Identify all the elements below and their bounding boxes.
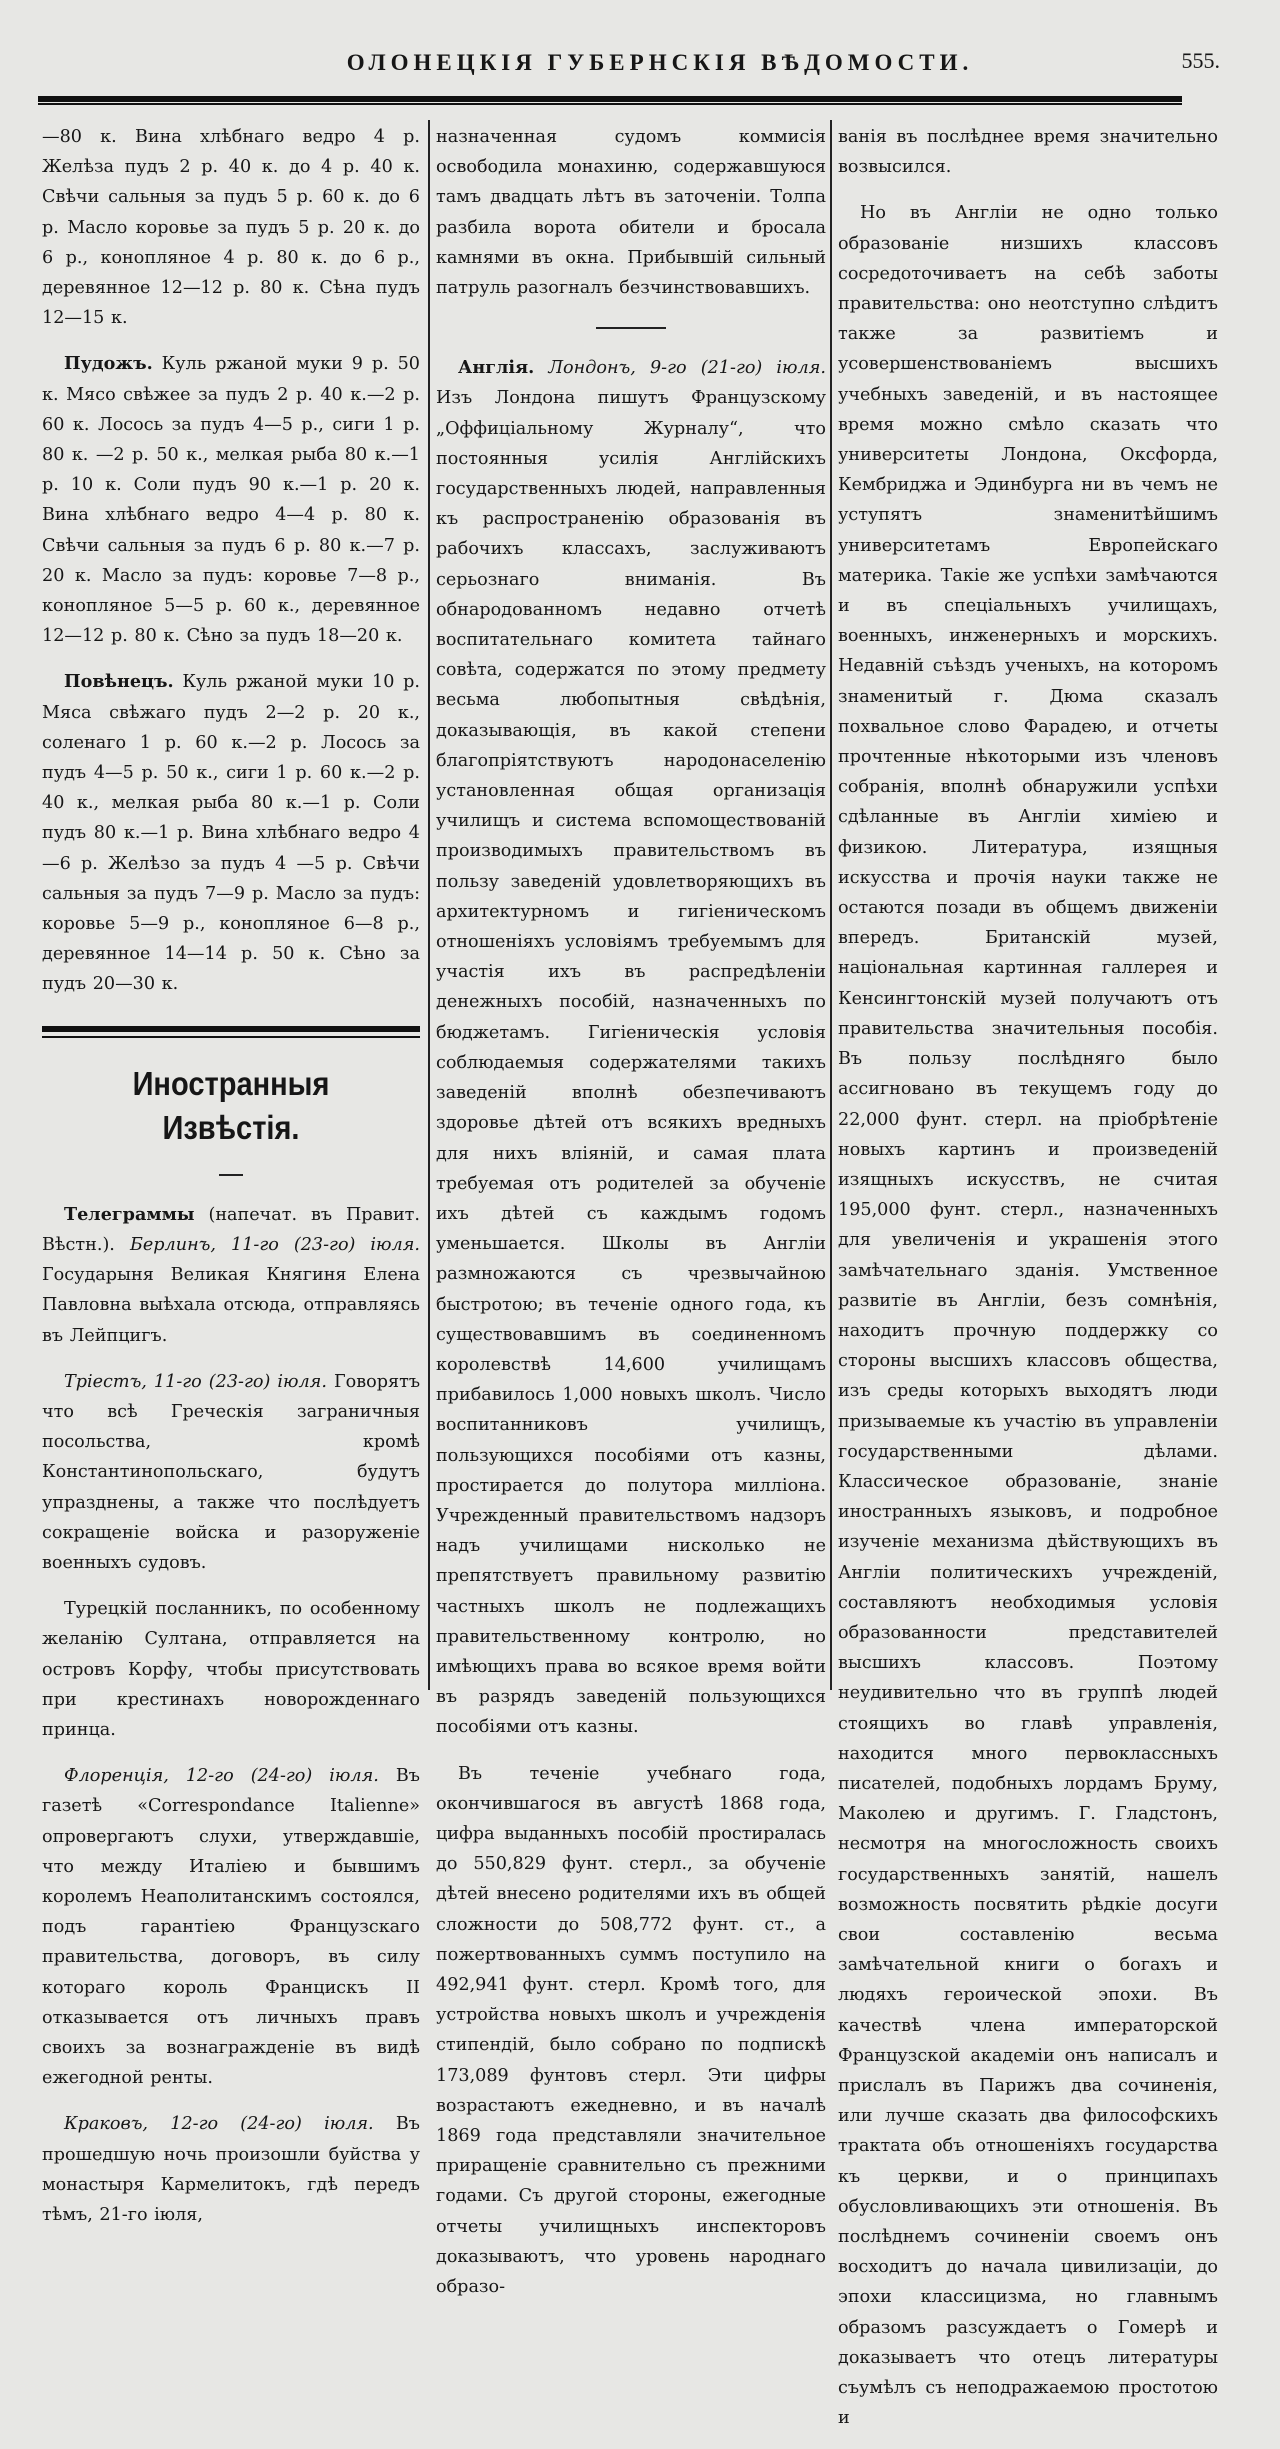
place-name: Повѣнецъ. — [64, 671, 174, 693]
trieste-entry — [42, 1367, 420, 1578]
column-3 — [838, 122, 1218, 2449]
entry-text: Изъ Лондона пишутъ Французскому „Оффиціальному Журналу“, что постоянныя усилія Англійскихъ государственныхъ людей, направленныя къ распространенію образованія въ рабочихъ классахъ, заслуживаютъ серьознаго вниманія. Въ обнародованномъ недавно отчетѣ воспитательнаго комитета тайнаго совѣта, содержатся по этому предмету весьма любопытныя свѣдѣнія, доказывающія, въ какой степени благопріятствуютъ народонаселенію установленная общая организація училищъ и система вспомоществованій производимыхъ правительствомъ въ пользу заведеній удовлетворяющихъ въ архитектурномъ и гигіеническомъ отношеніяхъ условіямъ требуемымъ для участія ихъ въ распредѣленіи денежныхъ пособій, назначенныхъ по бюджетамъ. Гигіеническія условія соблюдаемыя содержателями такихъ заведеній вполнѣ обезпечиваютъ здоровье дѣтей отъ всякихъ вредныхъ для нихъ вліяній, и самая плата требуемая отъ родителей за обученіе ихъ дѣтей съ каждымъ годомъ уменьшается. Школы въ Англіи размножаются съ чрезвычайною быстротою; въ теченіе одного года, къ существовавшимъ въ соединенномъ королевствѣ 14,600 училищамъ прибавилось 1,000 новыхъ школъ. Число воспитанниковъ училищъ, пользующихся пособіями отъ казны, простирается до полутора милліона. Учрежденный правительствомъ надзоръ надъ училищами нисколько не препятствуетъ правильному развитію частныхъ школъ не подлежащихъ правительственному контролю, но имѣющихъ права во всякое время войти въ разрядъ заведеній пользующихся пособіями отъ казны. — [436, 388, 826, 1738]
column-divider-1 — [428, 120, 430, 1690]
entry-text: Въ прошедшую ночь произошли буйства у монастыря Кармелитокъ, гдѣ передъ тѣмъ, 21-го іюля, — [42, 2114, 420, 2225]
prices-intro: —80 к. Вина хлѣбнаго ведро 4 р. Желѣза пудъ 2 р. 40 к. до 4 р. 40 к. Свѣчи сальныя за пудъ 5 р. 60 к. до 6 р. Масло коровье за пудъ 5 р. 20 к. до 6 р., конопляное 4 р. 80 к. до 6 р., деревянное 12—12 р. 80 к. Сѣна пудъ 12—15 к. — [42, 127, 420, 329]
england-entry — [436, 353, 826, 1742]
entry-text: Куль ржаной муки 10 р. Мяса свѣжаго пудъ 2—2 р. 20 к., соленаго 1 р. 60 к.—2 р. Лосось за пудъ 4—5 р. 50 к., сиги 1 р. 60 к.—2 р. 40 к., мелкая рыба 80 к.—1 р. Соли пудъ 80 к.—1 р. Вина хлѣбнаго ведро 4—6 р. Желѣзо за пудъ 4 —5 р. Свѣчи сальныя за пудъ 7—9 р. Масло за пудъ: коровье 5—9 р., конопляное 6—8 р., деревянное 14—14 р. 50 к. Сѣно за пудъ 20—30 к. — [42, 672, 421, 995]
section-rule — [42, 1026, 420, 1038]
entry-text: Государыня Великая Княгиня Елена Павловна выѣхала отсюда, отправляясь въ Лейпцигъ. — [42, 1265, 420, 1346]
pudozh-entry — [42, 349, 420, 651]
entry-text: Въ газетѣ «Correspondance Italienne» опровергаютъ слухи, утверждавшіе, что между Италіею и бывшимъ королемъ Неаполитанскимъ состоялся, подъ гарантіею Французскаго правительства, договоръ, въ силу котораго король Францискъ II отказывается отъ личныхъ правъ своихъ за вознагражденіе въ видѣ ежегодной ренты. — [42, 1766, 420, 2089]
krakow-entry — [42, 2109, 420, 2230]
krakow-continuation: назначенная судомъ коммисія освободила монахиню, содержавшуюся тамъ двадцать лѣтъ въ заточеніи. Толпа разбила ворота обители и бросала камнями въ окна. Прибывшій сильный патруль разогналъ безчинствовавшихъ. — [436, 127, 826, 299]
dateline: Краковъ, 12-го (24-го) іюля. — [64, 2114, 374, 2135]
newspaper-title: ОЛОНЕЦКІЯ ГУБЕРНСКІЯ ВѢДОМОСТИ. — [346, 50, 974, 75]
header-rule — [38, 96, 1182, 105]
telegram-entry — [42, 1200, 420, 1351]
place-name: Англія. — [458, 357, 535, 379]
dateline: Берлинъ, 11-го (23-го) іюля. — [129, 1234, 420, 1255]
telegram-lead: Телеграммы — [64, 1203, 195, 1225]
entry-text: Куль ржаной муки 9 р. 50 к. Мясо свѣжее за пудъ 2 р. 40 к.—2 р. 60 к. Лосось за пудъ 4—5 р., сиги 1 р. 80 к. —2 р. 50 к., мелкая рыба 80 к.—1 р. 10 к. Соли пудъ 90 к.—1 р. 20 к. Вина хлѣбнаго ведро 4—4 р. 80 к. Свѣчи сальныя за пудъ 6 р. 80 к.—7 р. 20 к. Масло за пудъ: коровье 7—8 р., конопляное 5—5 р. 60 к., деревянное 12—12 р. 80 к. Сѣно за пудъ 18—20 к. — [42, 354, 421, 647]
turkish-entry: Турецкій посланникъ, по особенному желанію Султана, отправляется на островъ Корфу, чтобы присутствовать при крестинахъ новорожденнаго принца. — [42, 1599, 420, 1740]
florence-entry — [42, 1761, 420, 2093]
dateline: Флоренція, 12-го (24-го) іюля. — [64, 1766, 379, 1787]
dateline: Тріестъ, 11-го (23-го) іюля. — [64, 1371, 327, 1392]
short-divider — [219, 1174, 243, 1176]
column-divider-2 — [830, 120, 832, 1690]
school-year-paragraph: Въ теченіе учебнаго года, окончившагося въ августѣ 1868 года, цифра выданныхъ пособій простиралась до 550,829 фунт. стерл., за обученіе дѣтей внесено родителями ихъ въ общей сложности до 508,772 фунт. ст., а пожертвованныхъ суммъ поступило на 492,941 фунт. стерл. Кромѣ того, для устройства новыхъ школъ и учрежденія стипендій, было собрано по подпискѣ 173,089 фунтовъ стерл. Эти цифры возрастаютъ ежедневно, и въ началѣ 1869 года представляли значительное приращеніе сравнительно съ прежними годами. Съ другой стороны, ежегодные отчеты училищныхъ инспекторовъ доказываютъ, что уровень народнаго образо- — [436, 1763, 826, 2298]
higher-education-paragraph: Но въ Англіи не одно только образованіе низшихъ классовъ сосредоточиваетъ на себѣ заботы правительства: оно неотступно слѣдитъ также за развитіемъ и усовершенствованіемъ высшихъ учебныхъ заведеній, и въ настоящее время можно смѣло сказать что университеты Лондона, Оксфорда, Кембриджа и Эдинбурга ни въ чемъ не уступятъ знаменитѣйшимъ университетамъ Европейскаго материка. Такіе же успѣхи замѣчаются и въ спеціальныхъ училищахъ, военныхъ, инженерныхъ и морскихъ. Недавній съѣздъ ученыхъ, на которомъ знаменитый г. Дюма сказалъ похвальное слово Фарадею, и отчеты прочтенные нѣкоторыми изъ членовъ собранія, вполнѣ обнаружили успѣхи сдѣланные въ Англіи химіею и физикою. Литература, изящныя искусства и прочія науки также не остаются позади въ общемъ движеніи впередъ. Британскій музей, національная картинная галлерея и Кенсингтонскій музей получаютъ отъ правительства значительныя пособія. Въ пользу послѣдняго было ассигновано въ текущемъ году до 22,000 фунт. стерл. на пріобрѣтеніе новыхъ картинъ и произведеній изящныхъ искусствъ, не считая 195,000 фунт. стерл., назначенныхъ для увеличенія и украшенія этого замѣчательнаго зданія. Умственное развитіе въ Англіи, безъ сомнѣнія, находитъ прочную поддержку со стороны высшихъ классовъ общества, изъ среды которыхъ выходятъ люди призываемые къ участію въ управленіи государственными дѣлами. Классическое образованіе, знаніе иностранныхъ языковъ, и подробное изученіе механизма дѣйствующихъ въ Англіи политическихъ учрежденій, составляютъ необходимыя условія образованности представителей высшихъ классовъ. Поэтому неудивительно что въ группѣ людей стоящихъ во главѣ управленія, находится много первоклассныхъ писателей, подобныхъ лордамъ Бруму, Маколею и другимъ. Г. Гладстонъ, несмотря на многосложность своихъ государственныхъ занятій, нашелъ возможность посвятить рѣдкіе досуги свои составленію весьма замѣчательной книги о богахъ и людяхъ героической эпохи. Въ качествѣ члена императорской Французской академіи онъ написалъ и прислалъ въ Парижъ два сочиненія, или лучше сказать два философскихъ трактата объ отношеніяхъ государства къ церкви, и о принципахъ обусловливающихъ эти отношенія. Въ послѣднемъ сочиненіи своемъ онъ восходитъ до начала цивилизаціи, до эпохи классицизма, но главнымъ образомъ разсуждаетъ о Гомерѣ и доказываетъ что отецъ литературы съумѣлъ съ неподражаемою простотою и — [838, 203, 1218, 2429]
column-1 — [42, 122, 420, 2246]
column-continuation: ванія въ послѣднее время значительно возвысился. — [838, 127, 1218, 178]
page-header — [40, 46, 1220, 86]
column-2 — [436, 122, 826, 2318]
short-divider — [596, 327, 666, 329]
telegram-source: (напечат. въ Правит. Вѣстн.). — [42, 1204, 420, 1255]
section-title: Иностранныя Извѣстія. — [132, 1064, 330, 1146]
place-name: Пудожъ. — [64, 353, 153, 375]
povenets-entry — [42, 667, 420, 999]
dateline: Лондонъ, 9-го (21-го) іюля. — [548, 358, 826, 379]
page-number: 555. — [1181, 48, 1220, 73]
entry-text: Говорятъ что всѣ Греческія заграничныя посольства, кромѣ Константинопольскаго, будутъ упразднены, а также что послѣдуетъ сокращеніе войска и разоруженіе военныхъ судовъ. — [42, 1371, 421, 1573]
